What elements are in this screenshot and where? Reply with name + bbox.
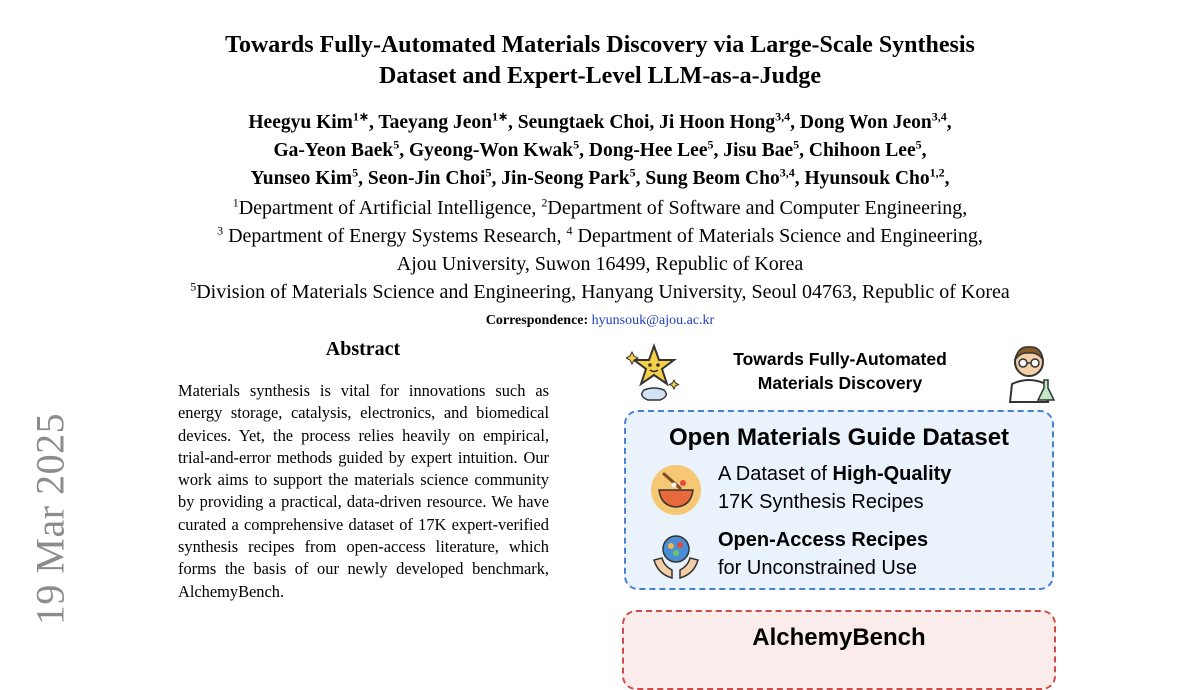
feature-high-quality (718, 460, 951, 516)
correspondence (300, 312, 900, 330)
author-name: Jin-Seong Park (501, 168, 630, 189)
author-sep: , (946, 112, 952, 133)
author-line-1 (60, 109, 1140, 137)
author-line-2 (60, 137, 1140, 165)
feature-1-line-1 (718, 460, 951, 488)
affiliations (60, 194, 1140, 306)
feature-2-bold: Open-Access Recipes (718, 529, 929, 551)
mixing-bowl-icon (650, 464, 702, 516)
author-sep: , (944, 168, 950, 189)
author-sup: 5 (629, 165, 636, 180)
author-sup: 1∗ (491, 109, 509, 124)
dataset-box-title: Open Materials Guide Dataset (668, 424, 1010, 451)
correspondence-label: Correspondence: (485, 313, 589, 328)
affil-text: Department of Materials Science and Engineering, (572, 225, 983, 247)
affiliation-line-4 (60, 278, 1140, 306)
author-name: Yunseo Kim (250, 168, 353, 189)
title-line-1: Towards Fully-Automated Materials Discovery via Large-Scale Synthesis (225, 32, 975, 58)
author-name: Seon-Jin Choi (367, 168, 486, 189)
benchmark-box (622, 610, 1056, 690)
affil-text: Department of Artificial Intelligence, (238, 197, 542, 219)
author-sup: 5 (485, 165, 492, 180)
affil-sup: 4 (566, 223, 573, 238)
affil-sup: 2 (541, 195, 548, 210)
author-sup: 5 (793, 137, 800, 152)
figure-title (700, 347, 980, 395)
abstract-heading: Abstract (325, 338, 401, 360)
feature-1-prefix: A Dataset of (718, 463, 833, 485)
author-sup: 5 (393, 137, 400, 152)
author-sup: 5 (352, 165, 359, 180)
author-sep: , (799, 140, 809, 161)
author-sup: 3,4 (931, 109, 947, 124)
star-character-icon (626, 340, 682, 404)
author-sep: , (794, 168, 805, 189)
title-line-2: Dataset and Expert-Level LLM-as-a-Judge (379, 63, 821, 89)
author-sep: , (790, 112, 800, 133)
arxiv-side-stamp (22, 414, 78, 624)
figure-title-line-2: Materials Discovery (757, 373, 923, 393)
author-sup: 5 (707, 137, 714, 152)
author-name: Jisu Bae (723, 140, 794, 161)
affil-sup: 5 (190, 279, 197, 294)
author-sep: , (921, 140, 927, 161)
affil-text: Department of Energy Systems Research, (223, 225, 567, 247)
author-name: Dong-Hee Lee (588, 140, 708, 161)
author-sep: , (508, 112, 518, 133)
abstract-text: Materials synthesis is vital for innovations such as energy storage, catalysis, electronics, and biomedical devices. Yet, the process relies heavily on empirical, trial-and-error methods guided by expert intuition. Our work aims to support the materials science community by providing a practical, data-driven resource. We have curated a comprehensive dataset of 17K expert-verified synthesis recipes from open-access literature, which forms the basis of our newly developed benchmark, AlchemyBench. (178, 381, 549, 601)
affiliation-line-2 (60, 222, 1140, 250)
benchmark-box-title: AlchemyBench (752, 624, 926, 651)
author-list (60, 109, 1140, 193)
figure-title-line-1: Towards Fully-Automated (733, 349, 947, 369)
author-name: Taeyang Jeon (378, 112, 492, 133)
feature-1-bold: High-Quality (832, 463, 952, 485)
correspondence-email-link[interactable]: hyunsouk@ajou.ac.kr (591, 313, 715, 328)
author-sep: , (491, 168, 502, 189)
author-name: Gyeong-Won Kwak (408, 140, 574, 161)
overview-figure (600, 336, 1080, 651)
author-name: Seungtaek Choi, Ji Hoon Hong (517, 112, 776, 133)
author-sup: 1,2 (929, 165, 945, 180)
open-hands-icon (650, 530, 702, 582)
affil-text: Department of Software and Computer Engineering, (547, 197, 968, 219)
author-sup: 3,4 (779, 165, 795, 180)
feature-open-access (718, 526, 928, 582)
author-sup: 5 (915, 137, 922, 152)
affil-text: Division of Materials Science and Engineering, Hanyang University, Seoul 04763, Republic of Korea (196, 281, 1010, 303)
dataset-box (624, 410, 1054, 590)
author-line-3 (60, 165, 1140, 193)
abstract-body (178, 380, 549, 650)
author-name: Heegyu Kim (248, 112, 353, 133)
author-sup: 3,4 (775, 109, 791, 124)
author-sep: , (579, 140, 589, 161)
affiliation-line-1 (60, 194, 1140, 222)
author-sep: , (399, 140, 409, 161)
feature-2-line-1 (718, 526, 928, 554)
author-sup: 5 (573, 137, 580, 152)
affiliation-line-3: Ajou University, Suwon 16499, Republic of Korea (396, 253, 804, 275)
author-sep: , (635, 168, 646, 189)
feature-2-line-2: for Unconstrained Use (718, 557, 917, 579)
author-name: Sung Beom Cho (645, 168, 780, 189)
affil-sup: 3 (217, 223, 224, 238)
author-sep: , (368, 112, 379, 133)
affil-sup: 1 (232, 195, 239, 210)
author-name: Dong Won Jeon (799, 112, 932, 133)
paper-title (100, 30, 1100, 92)
author-name: Hyunsouk Cho (804, 168, 930, 189)
author-sep: , (358, 168, 368, 189)
author-sup: 1∗ (352, 109, 369, 124)
side-stamp-date: 19 Mar 2025 (27, 412, 73, 626)
author-name: Ga-Yeon Baek (273, 140, 394, 161)
author-sep: , (713, 140, 724, 161)
author-name: Chihoon Lee (808, 140, 916, 161)
feature-1-line-2: 17K Synthesis Recipes (718, 491, 924, 513)
scientist-icon (998, 342, 1060, 404)
